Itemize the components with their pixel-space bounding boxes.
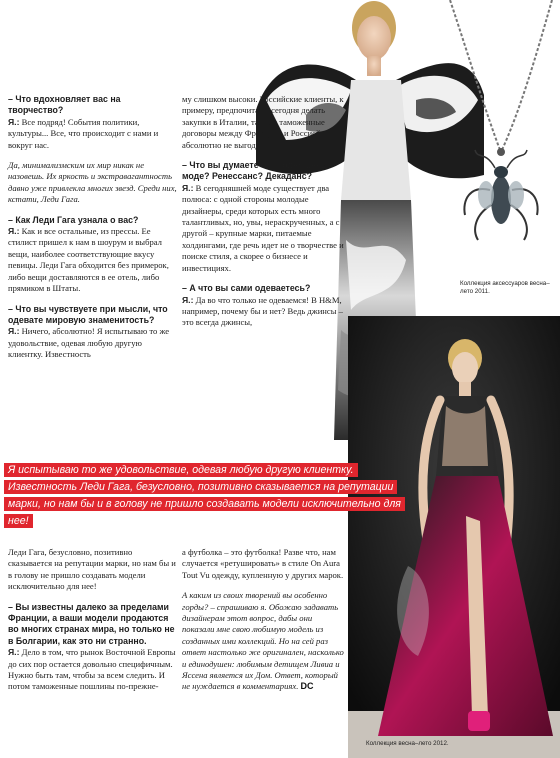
answer-bulgaria: Дело в том, что рынок Восточной Европы до сих пор остается довольно специфичным. Нужно быть там, чтобы за всем следить. И потом таможенные пошлины по-прежне-	[8, 647, 176, 692]
continued-text: му слишком высоки. Российские клиенты, к примеру, предпочитают сегодня делать закупки в Италии, так как таможенные договоры между Францией и Россией абсолютно не выгодны.	[182, 94, 344, 150]
answer-inspiration: Все подряд! События политики, культуры... Все, что происходит с нами и вокруг нас.	[8, 116, 159, 150]
answer-todays-fashion: В сегодняшней моде существует два полюса: с одной стороны молодые дизайнеры, среди которых есть много талантливых, но, увы, нераскрученных, а с другой – крупные марки, питаемые холдингами, где речь идет не о творчестве и поиске стиля, а скорее о бизнесе и инвестициях.	[182, 182, 344, 273]
author-signature: DC	[300, 681, 314, 692]
closing-italic: А каким из своих творений вы особенно горды? – спрашиваю я. Обожаю задавать дизайнерам этот вопрос, дабы они показали мне свою любимую модель из созданных ими коллекций. Но на сей раз ответ настолько же оригинален, насколько и единодушен: любимым детищем Ливиа и Яссена является их Дом. Ответ, который не нуждается в комментариях.	[182, 590, 344, 692]
question-own-wardrobe: – А что вы сами одеваетесь?	[182, 283, 311, 294]
text-column-3: Леди Гага, безусловно, позитивно сказывается на репутации марки, но нам бы и в голову не пришло создавать модели исключительно для нее! – Вы известны далеко за пределами Франции, а ваши модели продаются во многих странах мира, но только не в Болгарии, как это ни странно. Я.: Дело в том, что рынок Восточной Европы до сих пор остается довольно специфичным. Нужно быть там, чтобы за всем следить. И потом таможенные пошлины по-прежне-	[8, 547, 178, 702]
pull-quote: Я испытываю то же удовольствие, одевая любую другую клиентку. Известность Леди Гага, безусловно, позитивно сказывается на репутации марки, но нам бы и в голову не пришло создавать модели исключительно для нее!	[4, 462, 412, 530]
photo-insect-necklace	[440, 0, 555, 275]
intro-italic: Да, минимализмским их мир никак не назовешь. Их яркость и экстравагантность давно уже привлекла многих звезд. Среди них, кстати, Леди Гага.	[8, 160, 177, 205]
answer-own-wardrobe: Да во что только не одеваемся! В H&M, например, почему бы и нет? Ведь джинсы – это всегда джинсы,	[182, 294, 343, 328]
question-celebrity: – Что вы чувствуете при мысли, что одевате мировую знаменитость?	[8, 303, 168, 325]
continued-text-3: а футболка – это футболка! Разве что, нам случается «ретушировать» в стиле On Aura Tout Vu одежду, купленную у других марок.	[182, 547, 344, 580]
text-column-1: – Что вдохновляет вас на творчество? Я.: Все подряд! События политики, культуры... Все, что происходит с нами и вокруг нас. Да, минимализмским их мир никак не назовешь. Их яркость и экстравагантность давно уже привлекла многих звезд. Среди них, кстати, Леди Гага. – Как Леди Гага узнала о вас? Я.: Как и все остальные, из прессы. Ее стилист пришел к нам в шоурум и выбрал вещи, наиболее соответствующие вкусу певицы. Леди Гага обходится без примерок, либо вещи доставляются в ее отель, либо прямиком в Штаты. – Что вы чувствуете при мысли, что одевате мировую знаменитость? Я.: Ничего, абсолютно! Я испытываю то же удовольствие, одевая любую другую клиентку. Известность	[8, 94, 177, 360]
caption-runway: Коллекция весна–лето 2012.	[366, 740, 449, 747]
continued-text-2: Леди Гага, безусловно, позитивно сказывается на репутации марки, но нам бы и в голову не пришло создавать модели исключительно для нее!	[8, 547, 176, 592]
photo-runway-model	[348, 316, 560, 758]
question-bulgaria: – Вы известны далеко за пределами Франции, а ваши модели продаются во многих странах мира, но только не в Болгарии, как это ни странно.	[8, 601, 175, 646]
question-inspiration: – Что вдохновляет вас на творчество?	[8, 94, 121, 116]
answer-lady-gaga: Как и все остальные, из прессы. Ее стилист пришел к нам в шоурум и выбрал вещи, наиболее соответствующие вкусу певицы. Леди Гага обходится без примерок, либо вещи доставляются в ее отель, либо прямиком в Штаты.	[8, 226, 169, 294]
text-column-4	[182, 547, 344, 702]
text-column-2: му слишком высоки. Российские клиенты, к примеру, предпочитают сегодня делать закупки в Италии, так как таможенные договоры между Францией и Россией абсолютно не выгодны. – Что вы думаете о сегодняшней моде? Ренессанс? Декаданс? Я.: В сегодняшней моде существует два полюса: с одной стороны молодые дизайнеры, среди которых есть много талантливых, но, увы, нераскрученных, а с другой – крупные марки, питаемые холдингами, где речь идет не о творчестве и поиске стиля, а скорее о бизнесе и инвестициях. – А что вы сами одеваетесь? Я.: Да во что только не одеваемся! В H&M, например, почему бы и нет? Ведь джинсы – это всегда джинсы,	[182, 94, 344, 328]
answer-celebrity: Ничего, абсолютно! Я испытываю то же удовольствие, одевая любую другую клиентку. Известность	[8, 326, 170, 360]
caption-accessories: Коллекция аксессуаров весна–лето 2011.	[460, 280, 550, 295]
question-todays-fashion: – Что вы думаете о сегодняшней моде? Ренессанс? Декаданс?	[182, 160, 327, 182]
question-lady-gaga: – Как Леди Гага узнала о вас?	[8, 214, 139, 225]
